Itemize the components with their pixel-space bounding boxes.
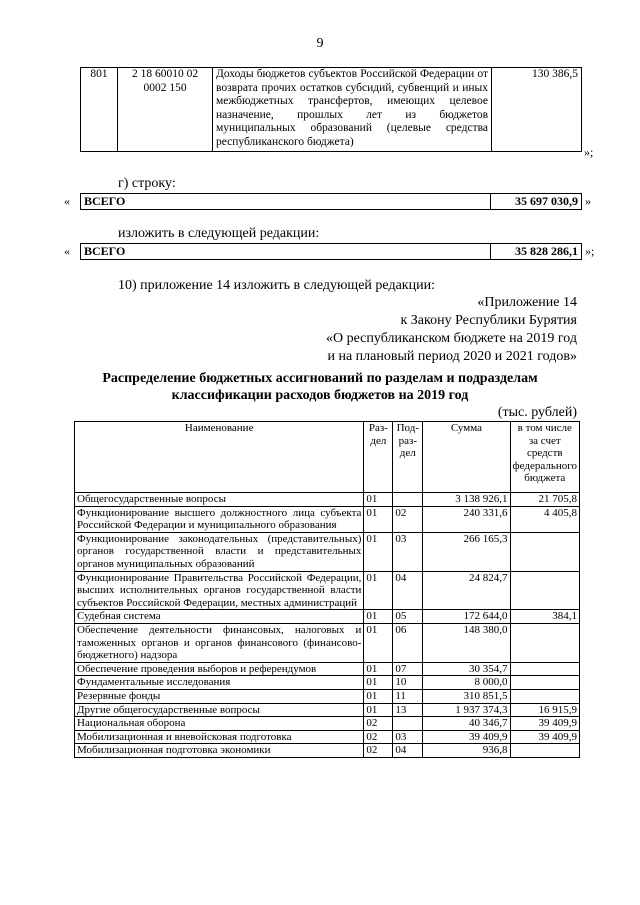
appendix-line: и на плановый период 2020 и 2021 годов» xyxy=(327,349,577,364)
row-federal-cell: 384,1 xyxy=(510,610,579,624)
row-federal-cell xyxy=(510,571,579,610)
row-sum-cell: 39 409,9 xyxy=(423,730,510,744)
title-line: Распределение бюджетных ассигнований по разделам и подразделам xyxy=(102,371,538,386)
amount-cell: 130 386,5 xyxy=(492,68,582,152)
budget-allocation-table xyxy=(74,421,580,758)
row-federal-cell: 39 409,9 xyxy=(510,717,579,731)
row-name-cell: Обеспечение деятельности финансовых, налоговых и таможенных органов и органов финансового (финансово-бюджетного) надзора xyxy=(75,623,364,662)
row-name-cell: Функционирование высшего должностного лица субъекта Российской Федерации и муниципального образования xyxy=(75,506,364,532)
table-row xyxy=(75,730,580,744)
row-subsection-cell: 03 xyxy=(393,532,423,571)
appendix-header xyxy=(326,294,577,366)
row-name-cell: Национальная оборона xyxy=(75,717,364,731)
row-sum-cell: 3 138 926,1 xyxy=(423,493,510,507)
row-section-cell: 01 xyxy=(364,506,393,532)
close-quote: »; xyxy=(585,244,595,258)
row-subsection-cell: 13 xyxy=(393,703,423,717)
row-subsection-cell: 11 xyxy=(393,689,423,703)
row-name-cell: Функционирование законодательных (представительных) органов государственной власти и представительных органов муниципальных образований xyxy=(75,532,364,571)
row-federal-cell xyxy=(510,689,579,703)
appendix-line: «Приложение 14 xyxy=(477,295,577,310)
row-subsection-cell: 10 xyxy=(393,676,423,690)
row-sum-cell: 30 354,7 xyxy=(423,662,510,676)
table-row xyxy=(75,571,580,610)
table-row xyxy=(75,532,580,571)
row-sum-cell: 310 851,5 xyxy=(423,689,510,703)
row-section-cell: 01 xyxy=(364,676,393,690)
header-name: Наименование xyxy=(75,422,364,493)
row-name-cell: Функционирование Правительства Российской Федерации, высших исполнительных органов государственной власти субъектов Российской Федерации, местных администраций xyxy=(75,571,364,610)
row-section-cell: 01 xyxy=(364,532,393,571)
old-total-table xyxy=(80,193,582,210)
row-federal-cell xyxy=(510,744,579,758)
table-title xyxy=(0,370,640,404)
revenue-name-cell: Доходы бюджетов субъектов Российской Федерации от возврата прочих остатков субсидий, субвенций и иных межбюджетных трансфертов, имеющих целевое назначение, прошлых лет из бюджетов муниципальных образований (целевые средства республиканского бюджета) xyxy=(213,68,492,152)
row-name-cell: Общегосударственные вопросы xyxy=(75,493,364,507)
header-federal: в том числе за счет средств федерального бюджета xyxy=(510,422,579,493)
appendix-line: «О республиканском бюджете на 2019 год xyxy=(326,331,577,346)
row-sum-cell: 24 824,7 xyxy=(423,571,510,610)
open-quote: « xyxy=(64,244,70,258)
kbk-code-cell: 2 18 60010 02 0002 150 xyxy=(118,68,213,152)
total-label: ВСЕГО xyxy=(81,244,491,260)
open-quote: « xyxy=(64,194,70,208)
row-sum-cell: 40 346,7 xyxy=(423,717,510,731)
row-subsection-cell: 06 xyxy=(393,623,423,662)
row-section-cell: 02 xyxy=(364,744,393,758)
table-row xyxy=(75,744,580,758)
code-cell: 801 xyxy=(81,68,118,152)
row-subsection-cell: 04 xyxy=(393,744,423,758)
row-name-cell: Фундаментальные исследования xyxy=(75,676,364,690)
table-row xyxy=(75,610,580,624)
header-subsection: Под-раз-дел xyxy=(393,422,423,493)
row-subsection-cell: 03 xyxy=(393,730,423,744)
table-row xyxy=(81,68,582,152)
row-name-cell: Мобилизационная и вневойсковая подготовка xyxy=(75,730,364,744)
item-10-text: 10) приложение 14 изложить в следующей редакции: xyxy=(118,278,435,293)
total-amount: 35 697 030,9 xyxy=(491,194,582,210)
row-subsection-cell: 04 xyxy=(393,571,423,610)
row-federal-cell: 16 915,9 xyxy=(510,703,579,717)
row-federal-cell xyxy=(510,662,579,676)
revenue-row-table xyxy=(80,67,582,152)
row-section-cell: 02 xyxy=(364,717,393,731)
row-subsection-cell xyxy=(393,493,423,507)
row-federal-cell xyxy=(510,532,579,571)
new-total-table xyxy=(80,243,582,260)
table-row xyxy=(81,244,582,260)
row-subsection-cell: 07 xyxy=(393,662,423,676)
row-name-cell: Обеспечение проведения выборов и референдумов xyxy=(75,662,364,676)
table-row xyxy=(75,676,580,690)
row-sum-cell: 148 380,0 xyxy=(423,623,510,662)
header-row xyxy=(75,422,580,493)
row-federal-cell: 4 405,8 xyxy=(510,506,579,532)
row-sum-cell: 172 644,0 xyxy=(423,610,510,624)
row-subsection-cell: 05 xyxy=(393,610,423,624)
row-federal-cell xyxy=(510,676,579,690)
row-section-cell: 01 xyxy=(364,689,393,703)
row-sum-cell: 936,8 xyxy=(423,744,510,758)
header-section: Раз-дел xyxy=(364,422,393,493)
row-federal-cell: 21 705,8 xyxy=(510,493,579,507)
row-sum-cell: 8 000,0 xyxy=(423,676,510,690)
table-row xyxy=(75,506,580,532)
row-name-cell: Резервные фонды xyxy=(75,689,364,703)
table-row xyxy=(75,703,580,717)
row-section-cell: 01 xyxy=(364,571,393,610)
row-section-cell: 01 xyxy=(364,703,393,717)
row-section-cell: 01 xyxy=(364,662,393,676)
total-amount: 35 828 286,1 xyxy=(491,244,582,260)
appendix-line: к Закону Республики Бурятия xyxy=(400,313,577,328)
row-section-cell: 02 xyxy=(364,730,393,744)
page-number: 9 xyxy=(316,36,324,51)
table-row xyxy=(75,662,580,676)
row-section-cell: 01 xyxy=(364,493,393,507)
row-name-cell: Мобилизационная подготовка экономики xyxy=(75,744,364,758)
row-name-cell: Судебная система xyxy=(75,610,364,624)
close-quote: » xyxy=(585,194,591,208)
table-row xyxy=(75,717,580,731)
row-sum-cell: 1 937 374,3 xyxy=(423,703,510,717)
table-body xyxy=(75,493,580,758)
row-section-cell: 01 xyxy=(364,623,393,662)
row-subsection-cell: 02 xyxy=(393,506,423,532)
row-federal-cell: 39 409,9 xyxy=(510,730,579,744)
row-federal-cell xyxy=(510,623,579,662)
total-label: ВСЕГО xyxy=(81,194,491,210)
row-section-cell: 01 xyxy=(364,610,393,624)
item-g-text: г) строку: xyxy=(118,176,176,191)
table-row xyxy=(81,194,582,210)
table-row xyxy=(75,623,580,662)
title-line: классификации расходов бюджетов на 2019 год xyxy=(171,388,469,403)
header-sum: Сумма xyxy=(423,422,510,493)
units-label: (тыс. рублей) xyxy=(497,405,577,420)
row-sum-cell: 266 165,3 xyxy=(423,532,510,571)
row-sum-cell: 240 331,6 xyxy=(423,506,510,532)
restate-text: изложить в следующей редакции: xyxy=(118,226,320,241)
table-row xyxy=(75,493,580,507)
row-name-cell: Другие общегосударственные вопросы xyxy=(75,703,364,717)
closing-quote: »; xyxy=(584,145,594,159)
row-subsection-cell xyxy=(393,717,423,731)
table-row xyxy=(75,689,580,703)
